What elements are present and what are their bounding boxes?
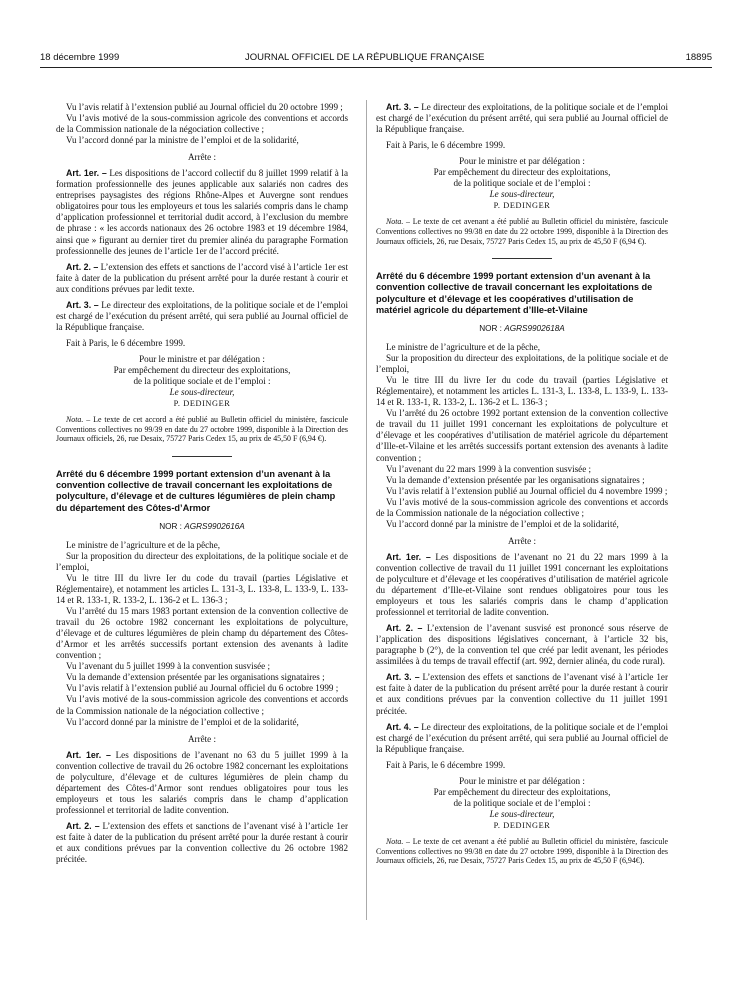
article-text: Les dispositions de l’accord collectif du 8 juillet 1999 relatif à la formation professionnelle des jeunes applicable aux salariés non cadres des entreprises paysagistes des régions Rhône-Alpes et Auvergne sont rendues obligatoires pour tous les employeurs et tous les salariés compris dans le champ d’application professionnel et territorial dudit accord, à l’exclusion du membre de phrase : « les accords nationaux des 26 octobre 1983 et 19 décembre 1984, ainsi que » figurant au dernier tiret du premier alinéa du paragraphe Formation professionnelle des jeunes de l’article 1er de l’accord précité. <box>56 168 348 256</box>
paragraph: Vu l’avis relatif à l’extension publié au Journal officiel du 6 octobre 1999 ; <box>66 683 339 694</box>
nor-code: AGRS9902616A <box>184 521 245 531</box>
signature-line: de la politique sociale et de l’emploi : <box>133 376 271 387</box>
nota-note <box>56 415 348 444</box>
nota-label: Nota. <box>386 836 404 846</box>
article-label: Art. 3. – <box>386 102 419 112</box>
article-2 <box>56 821 348 865</box>
article-label: Art. 3. – <box>66 299 99 310</box>
signature-line: Par empêchement du directeur des exploitations, <box>433 167 611 178</box>
article-1 <box>376 552 668 618</box>
left-column <box>56 102 348 865</box>
arrete-heading: Arrête : <box>187 152 217 163</box>
article-text: Les dispositions de l’avenant no 63 du 5 juillet 1999 à la convention collective de travail du 26 octobre 1982 concernant les exploitations de polyculture, d’élevage et de cultures légumières de plein champ du département des Côtes-d’Armor sont rendues obligatoires pour tous les employeurs et tous les salariés compris dans le champ d’application professionnel et territorial de ladite convention. <box>56 749 348 815</box>
header-date: 18 décembre 1999 <box>40 52 120 63</box>
nor-reference <box>56 521 348 532</box>
article-text: Le directeur des exploitations, de la politique sociale et de l’emploi est chargé de l’exécution du présent arrêté, qui sera publié au Journal officiel de la République française. <box>56 299 348 332</box>
article-2 <box>376 623 668 667</box>
paragraph: Vu l’arrêté du 15 mars 1983 portant extension de la convention collective de travail du 26 octobre 1982 concernant les exploitations de polyculture, d’élevage et de cultures légumières de plein champ du département des Côtes-d’Armor et les arrêtés successifs portant extension des avenants à ladite convention ; <box>56 606 348 661</box>
article-text: Le directeur des exploitations, de la politique sociale et de l’emploi est chargé de l’exécution du présent arrêté, qui sera publié au Journal officiel de la République française. <box>376 102 668 135</box>
signature-role: Le sous-directeur, <box>489 189 555 200</box>
article-4 <box>376 722 668 755</box>
section-separator <box>492 258 552 259</box>
nota-text: – Le texte de cet accord a été publié au Bulletin officiel du ministère, fascicule Conventions collectives no 99/39 en date du 27 octobre 1999, disponible à la Direction des Journaux officiels, 26, rue Desaix, 75727 Paris Cedex 15, au prix de 45,50 F (6,94 €). <box>56 415 348 444</box>
paragraph: Vu l’avis relatif à l’extension publié au Journal officiel du 20 octobre 1999 ; <box>66 102 343 112</box>
article-3 <box>376 672 668 716</box>
article-2 <box>56 262 348 295</box>
page-header <box>40 52 712 66</box>
nota-text: – Le texte de cet avenant a été publié au Bulletin officiel du ministère, fascicule Conventions collectives no 99/38 en date du 27 octobre 1999, disponible à la Direction des Journaux officiels, 26, rue Desaix, 75727 Paris Cedex 15, au prix de 45,50 F (6,94€). <box>376 836 668 866</box>
article-label: Art. 1er. – <box>66 749 111 760</box>
article-1 <box>56 168 348 256</box>
column-divider <box>366 100 367 920</box>
signature-line: Pour le ministre et par délégation : <box>459 156 585 167</box>
signature-name: P. DEDINGER <box>493 201 551 211</box>
paragraph: Sur la proposition du directeur des exploitations, de la politique sociale et de l’emploi, <box>56 550 348 572</box>
nota-note <box>376 837 668 866</box>
nota-note <box>376 217 668 246</box>
article-label: Art. 3. – <box>386 672 420 683</box>
signature-name: P. DEDINGER <box>493 820 551 830</box>
paragraph: Vu la demande d’extension présentée par les organisations signataires ; <box>386 474 645 485</box>
article-label: Art. 4. – <box>386 721 419 732</box>
paragraph: Vu l’avis motivé de la sous-commission agricole des conventions et accords de la Commission nationale de la négociation collective ; <box>376 496 668 518</box>
article-label: Art. 2. – <box>66 261 99 272</box>
arrete-heading: Arrête : <box>507 535 537 546</box>
paragraph: Vu l’arrêté du 26 octobre 1992 portant extension de la convention collective de travail du 11 juillet 1991 concernant les exploitations de polyculture et d’élevage et les coopératives d’utilisation de matériel agricole du département d’Ille-et-Vilaine et les arrêtés successifs portant extension des avenants à ladite convention ; <box>376 408 668 463</box>
paragraph: Sur la proposition du directeur des exploitations, de la politique sociale et de l’emploi, <box>376 353 668 375</box>
article-text: Les dispositions de l’avenant no 21 du 22 mars 1999 à la convention collective de travail du 11 juillet 1991 concernant les exploitations de polyculture et d’élevage et les coopératives d’utilisation de matériel agricole du département d’Ille-et-Vilaine sont rendues obligatoires pour tous les employeurs et tous les salariés compris dans le champ d’application professionnel et territorial de ladite convention. <box>376 551 668 618</box>
signature-line: Pour le ministre et par délégation : <box>459 775 585 786</box>
right-column <box>376 102 668 866</box>
article-label: Art. 1er. – <box>66 168 107 179</box>
nor-label: NOR : <box>479 324 502 334</box>
header-rule <box>40 67 712 68</box>
header-journal-title: JOURNAL OFFICIEL DE LA RÉPUBLIQUE FRANÇAISE <box>245 52 485 63</box>
article-text: L’extension des effets et sanctions de l’accord visé à l’article 1er est faite à dater de la publication du présent arrêté pour la durée restant à courir et aux conditions prévues par ledit texte. <box>56 261 348 294</box>
paragraph: Le ministre de l’agriculture et de la pêche, <box>66 539 221 550</box>
article-label: Art. 1er. – <box>386 551 431 562</box>
nota-label: Nota. <box>386 217 404 227</box>
paragraph: Vu l’avis motivé de la sous-commission agricole des conventions et accords de la Commission nationale de la négociation collective ; <box>56 694 348 716</box>
paragraph: Vu l’accord donné par la ministre de l’emploi et de la solidarité, <box>386 518 619 529</box>
signature-role: Le sous-directeur, <box>489 808 555 819</box>
paragraph: Vu l’accord donné par la ministre de l’emploi et de la solidarité, <box>66 716 299 727</box>
signed-date: Fait à Paris, le 6 décembre 1999. <box>386 759 506 770</box>
section-separator <box>172 456 232 457</box>
article-text: L’extension des effets et sanctions de l’avenant visé à l’article 1er est faite à dater de la publication du présent arrêté pour la durée restant à courir et aux conditions prévues par la convention collective du 26 octobre 1982 précitée. <box>56 820 348 865</box>
nor-code: AGRS9902618A <box>504 324 565 334</box>
paragraph: Vu l’avenant du 22 mars 1999 à la convention susvisée ; <box>386 463 592 474</box>
signature-line: Pour le ministre et par délégation : <box>139 353 265 364</box>
paragraph: Vu l’accord donné par la ministre de l’emploi et de la solidarité, <box>66 135 299 146</box>
decree-title: Arrêté du 6 décembre 1999 portant extension d’un avenant à la convention collective de travail concernant les exploitations de polyculture, d’élevage et de cultures légumières de plein champ du département des Côtes-d’Armor <box>56 468 336 513</box>
signature-line: Par empêchement du directeur des exploitations, <box>113 364 291 375</box>
signature-role: Le sous-directeur, <box>169 387 235 398</box>
article-1 <box>56 750 348 816</box>
signature-line: de la politique sociale et de l’emploi : <box>453 797 591 808</box>
signature-line: de la politique sociale et de l’emploi : <box>453 178 591 189</box>
signed-date: Fait à Paris, le 6 décembre 1999. <box>66 337 186 348</box>
arrete-heading: Arrête : <box>187 733 217 744</box>
article-3 <box>376 102 668 135</box>
paragraph: Vu le titre III du livre Ier du code du travail (parties Législative et Réglementaire), et notamment les articles L. 131-3, L. 133-8, L. 133-9, L. 133-14 et R. 133-1, R. 133-2, L. 136-2 et L. 136-3 ; <box>376 375 668 408</box>
article-label: Art. 2. – <box>386 623 423 634</box>
nota-label: Nota. <box>66 415 84 425</box>
decree-title: Arrêté du 6 décembre 1999 portant extension d’un avenant à la convention collective de travail concernant les exploitations de polyculture et d’élevage et les coopératives d’utilisation de matériel agricole du département d’Ille-et-Vilaine <box>376 271 653 315</box>
header-page-number: 18895 <box>685 52 712 63</box>
article-label: Art. 2. – <box>66 820 100 831</box>
signed-date: Fait à Paris, le 6 décembre 1999. <box>386 140 506 151</box>
paragraph: Vu l’avis relatif à l’extension publié au Journal officiel du 4 novembre 1999 ; <box>386 485 668 496</box>
paragraph: Le ministre de l’agriculture et de la pêche, <box>386 342 541 353</box>
paragraph: Vu l’avis motivé de la sous-commission agricole des conventions et accords de la Commission nationale de la négociation collective ; <box>56 113 348 135</box>
paragraph: Vu la demande d’extension présentée par les organisations signataires ; <box>66 672 325 683</box>
article-text: Le directeur des exploitations, de la politique sociale et de l’emploi est chargé de l’exécution du présent arrêté, qui sera publié au Journal officiel de la République française. <box>376 721 668 754</box>
nor-reference <box>376 323 668 334</box>
paragraph: Vu l’avenant du 5 juillet 1999 à la convention susvisée ; <box>66 661 271 672</box>
article-text: L’extension de l’avenant susvisé est prononcé sous réserve de l’application des dispositions législatives concernant, à l’article 32 bis, paragraphe b (2°), de la convention tel que créé par ledit avenant, les périodes assimilées à du temps de travail effectif (art. 992, dernier alinéa, du code rural). <box>376 623 668 667</box>
signature-name: P. DEDINGER <box>173 399 231 409</box>
signature-line: Par empêchement du directeur des exploitations, <box>433 786 611 797</box>
paragraph: Vu le titre III du livre Ier du code du travail (parties Législative et Réglementaire), et notamment les articles L. 131-3, L. 133-8, L. 133-9, L. 133-14 et R. 133-1, R. 133-2, L. 136-2 et L. 136-3 ; <box>56 572 348 606</box>
article-3 <box>56 300 348 333</box>
article-text: L’extension des effets et sanctions de l’avenant visé à l’article 1er est faite à dater de la publication du présent arrêté pour la durée restant à courir et aux conditions prévues par la convention collective du 11 juillet 1991 précitée. <box>376 672 668 716</box>
nor-label: NOR : <box>159 521 182 531</box>
nota-text: – Le texte de cet avenant a été publié au Bulletin officiel du ministère, fascicule Conventions collectives no 99/38 en date du 22 octobre 1999, disponible à la Direction des Journaux officiels, 26, rue Desaix, 75727 Paris Cedex 15, au prix de 45,50 F (6,94 €). <box>376 217 668 246</box>
